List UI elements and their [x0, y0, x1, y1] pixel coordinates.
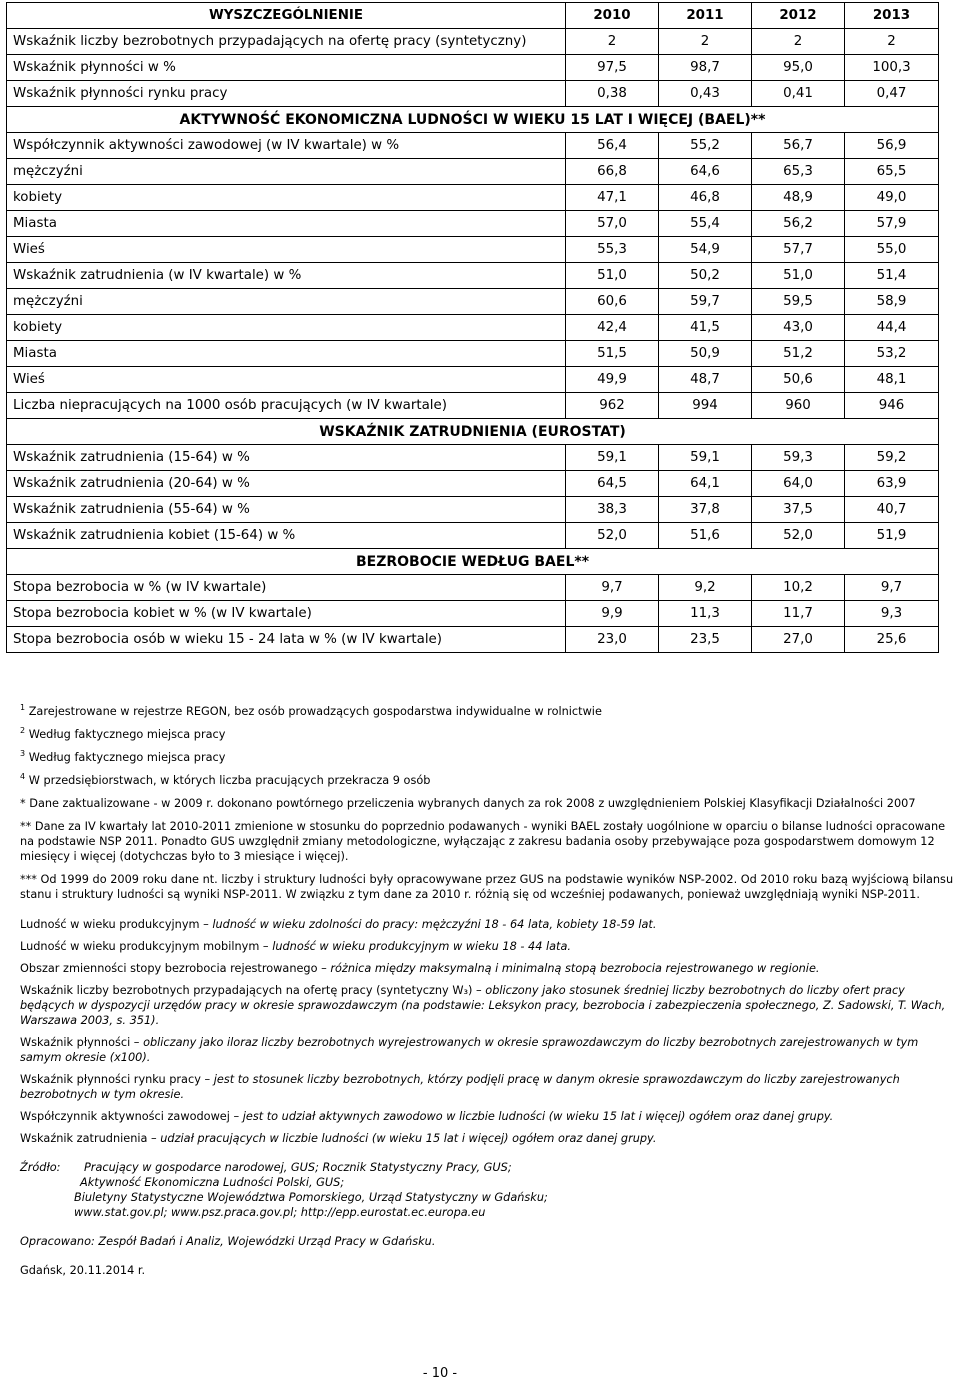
value-cell: 56,2	[752, 211, 845, 237]
definition-dash: –	[130, 1036, 144, 1049]
definition-item	[20, 961, 955, 976]
table-row	[7, 237, 939, 263]
definition-term: Wskaźnik płynności rynku pracy	[20, 1073, 201, 1086]
value-cell: 50,9	[659, 341, 752, 367]
section-title: BEZROBOCIE WEDŁUG BAEL**	[7, 549, 939, 575]
row-label: Wskaźnik zatrudnienia (15-64) w %	[7, 445, 566, 471]
section-title: AKTYWNOŚĆ EKONOMICZNA LUDNOŚCI W WIEKU 15 LAT I WIĘCEJ (BAEL)**	[7, 107, 939, 133]
definition-item	[20, 983, 955, 1028]
definition-text: jest to udział aktywnych zawodowo w liczbie ludności (w wieku 15 lat i więcej) ogółem oraz danej grupy.	[242, 1110, 834, 1123]
definition-term: Wskaźnik zatrudnienia	[20, 1132, 148, 1145]
definition-text: ludność w wieku zdolności do pracy: mężczyźni 18 - 64 lata, kobiety 18-59 lat.	[212, 918, 657, 931]
value-cell: 65,3	[752, 159, 845, 185]
value-cell: 44,4	[845, 315, 939, 341]
value-cell: 58,9	[845, 289, 939, 315]
section-header-row	[7, 107, 939, 133]
value-cell: 38,3	[566, 497, 659, 523]
value-cell: 59,1	[659, 445, 752, 471]
value-cell: 25,6	[845, 627, 939, 653]
value-cell: 51,0	[566, 263, 659, 289]
footnote-4	[20, 773, 955, 788]
definition-term: Ludność w wieku produkcyjnym mobilnym	[20, 940, 260, 953]
value-cell: 2	[566, 29, 659, 55]
footnote-marker: 1	[20, 703, 26, 713]
table-row	[7, 133, 939, 159]
table-row	[7, 627, 939, 653]
value-cell: 51,4	[845, 263, 939, 289]
definition-dash: –	[200, 1073, 214, 1086]
value-cell: 11,7	[752, 601, 845, 627]
value-cell: 43,0	[752, 315, 845, 341]
table-row	[7, 315, 939, 341]
value-cell: 2	[845, 29, 939, 55]
value-cell: 47,1	[566, 185, 659, 211]
source-line: www.stat.gov.pl; www.psz.praca.gov.pl; http://epp.eurostat.ec.europa.eu	[74, 1206, 486, 1219]
table-row	[7, 81, 939, 107]
value-cell: 2	[752, 29, 845, 55]
value-cell: 49,0	[845, 185, 939, 211]
row-label: Stopa bezrobocia w % (w IV kwartale)	[7, 575, 566, 601]
row-label: Wskaźnik płynności w %	[7, 55, 566, 81]
table-row	[7, 601, 939, 627]
row-label: Wieś	[7, 237, 566, 263]
row-label: mężczyźni	[7, 289, 566, 315]
value-cell: 95,0	[752, 55, 845, 81]
footnote-text: W przedsiębiorstwach, w których liczba pracujących przekracza 9 osób	[28, 774, 431, 787]
value-cell: 59,7	[659, 289, 752, 315]
row-label: Liczba niepracujących na 1000 osób pracujących (w IV kwartale)	[7, 393, 566, 419]
definition-dash: –	[472, 984, 486, 997]
section-header-row	[7, 419, 939, 445]
row-label: Stopa bezrobocia kobiet w % (w IV kwartale)	[7, 601, 566, 627]
value-cell: 63,9	[845, 471, 939, 497]
footnote-2	[20, 727, 955, 742]
value-cell: 97,5	[566, 55, 659, 81]
definition-item	[20, 1131, 955, 1146]
definition-dash: –	[259, 940, 273, 953]
value-cell: 64,0	[752, 471, 845, 497]
table-row	[7, 211, 939, 237]
value-cell: 48,7	[659, 367, 752, 393]
row-label: kobiety	[7, 185, 566, 211]
source-label: Źródło:	[20, 1161, 61, 1174]
value-cell: 27,0	[752, 627, 845, 653]
value-cell: 55,0	[845, 237, 939, 263]
definition-text: ludność w wieku produkcyjnym w wieku 18 - 44 lata.	[272, 940, 571, 953]
footnote-star-2: ** Dane za IV kwartały lat 2010-2011 zmienione w stosunku do poprzednio podawanych - wyniki BAEL zostały uogólnione w oparciu o bilanse ludności opracowane na podstawie NSP 2011. Ponadto GUS uwzględnił zmiany metodologiczne, wyłączając z zakresu badania osoby przebywające poza gospodarstwem domowym 12 miesięcy i więcej (dotychczas było to 3 miesiące i więcej).	[20, 820, 946, 863]
value-cell: 64,1	[659, 471, 752, 497]
definition-dash: –	[317, 962, 331, 975]
value-cell: 50,2	[659, 263, 752, 289]
value-cell: 2	[659, 29, 752, 55]
value-cell: 59,1	[566, 445, 659, 471]
footnote-marker: 4	[20, 772, 26, 782]
row-label: Wskaźnik zatrudnienia (w IV kwartale) w %	[7, 263, 566, 289]
section-title: WSKAŹNIK ZATRUDNIENIA (EUROSTAT)	[7, 419, 939, 445]
source-block	[20, 1160, 548, 1220]
value-cell: 52,0	[566, 523, 659, 549]
value-cell: 42,4	[566, 315, 659, 341]
value-cell: 55,3	[566, 237, 659, 263]
table-row	[7, 159, 939, 185]
value-cell: 64,5	[566, 471, 659, 497]
table-row	[7, 341, 939, 367]
value-cell: 9,3	[845, 601, 939, 627]
footnote-text: Według faktycznego miejsca pracy	[28, 728, 226, 741]
source-line: Aktywność Ekonomiczna Ludności Polski, GUS;	[80, 1176, 345, 1189]
value-cell: 66,8	[566, 159, 659, 185]
value-cell: 9,7	[845, 575, 939, 601]
source-line: Biuletyny Statystyczne Województwa Pomorskiego, Urząd Statystyczny w Gdańsku;	[74, 1191, 548, 1204]
page-number: - 10 -	[422, 1366, 458, 1381]
place-date: Gdańsk, 20.11.2014 r.	[20, 1264, 146, 1277]
value-cell: 48,9	[752, 185, 845, 211]
row-label: Miasta	[7, 341, 566, 367]
value-cell: 960	[752, 393, 845, 419]
table-row	[7, 29, 939, 55]
value-cell: 9,2	[659, 575, 752, 601]
value-cell: 57,9	[845, 211, 939, 237]
value-cell: 56,7	[752, 133, 845, 159]
value-cell: 55,2	[659, 133, 752, 159]
definition-term: Wskaźnik liczby bezrobotnych przypadających na ofertę pracy (syntetyczny W₃)	[20, 984, 473, 997]
table-row	[7, 471, 939, 497]
table-row	[7, 367, 939, 393]
value-cell: 0,41	[752, 81, 845, 107]
value-cell: 55,4	[659, 211, 752, 237]
value-cell: 9,7	[566, 575, 659, 601]
table-row	[7, 445, 939, 471]
definition-term: Ludność w wieku produkcyjnym	[20, 918, 200, 931]
header-cell: WYSZCZEGÓLNIENIE	[7, 3, 566, 29]
footnote-star-1: * Dane zaktualizowane - w 2009 r. dokonano powtórnego przeliczenia wybranych danych za rok 2008 z uwzględnieniem Polskiej Klasyfikacji Działalności 2007	[20, 797, 916, 810]
value-cell: 51,0	[752, 263, 845, 289]
definition-text: różnica między maksymalną i minimalną stopą bezrobocia rejestrowanego w regionie.	[330, 962, 820, 975]
source-line: Pracujący w gospodarce narodowej, GUS; Rocznik Statystyczny Pracy, GUS;	[84, 1161, 512, 1174]
footnote-3	[20, 750, 955, 765]
value-cell: 54,9	[659, 237, 752, 263]
value-cell: 57,7	[752, 237, 845, 263]
value-cell: 53,2	[845, 341, 939, 367]
value-cell: 23,0	[566, 627, 659, 653]
value-cell: 46,8	[659, 185, 752, 211]
table-row	[7, 263, 939, 289]
notes-section	[20, 704, 955, 1278]
value-cell: 59,5	[752, 289, 845, 315]
value-cell: 9,9	[566, 601, 659, 627]
value-cell: 40,7	[845, 497, 939, 523]
value-cell: 37,5	[752, 497, 845, 523]
value-cell: 60,6	[566, 289, 659, 315]
definition-text: udział pracujących w liczbie ludności (w wieku 15 lat i więcej) ogółem oraz danej grupy.	[160, 1132, 657, 1145]
definition-item	[20, 917, 955, 932]
value-cell: 0,38	[566, 81, 659, 107]
definitions-list	[20, 917, 955, 1146]
row-label: Wskaźnik zatrudnienia (55-64) w %	[7, 497, 566, 523]
value-cell: 65,5	[845, 159, 939, 185]
footnote-1	[20, 704, 955, 719]
footnote-marker: 2	[20, 726, 26, 736]
footnote-text: Według faktycznego miejsca pracy	[28, 751, 226, 764]
table-header-row	[7, 3, 939, 29]
value-cell: 98,7	[659, 55, 752, 81]
statistics-table	[6, 2, 939, 653]
value-cell: 50,6	[752, 367, 845, 393]
definition-item	[20, 939, 955, 954]
table-row	[7, 523, 939, 549]
row-label: Wieś	[7, 367, 566, 393]
definition-term: Obszar zmienności stopy bezrobocia rejestrowanego	[20, 962, 318, 975]
value-cell: 52,0	[752, 523, 845, 549]
value-cell: 10,2	[752, 575, 845, 601]
definition-dash: –	[199, 918, 213, 931]
row-label: Wskaźnik płynności rynku pracy	[7, 81, 566, 107]
prepared-by: Opracowano: Zespół Badań i Analiz, Wojewódzki Urząd Pracy w Gdańsku.	[20, 1235, 436, 1248]
value-cell: 49,9	[566, 367, 659, 393]
value-cell: 23,5	[659, 627, 752, 653]
footnote-marker: 3	[20, 749, 26, 759]
value-cell: 100,3	[845, 55, 939, 81]
header-cell: 2012	[752, 3, 845, 29]
value-cell: 59,3	[752, 445, 845, 471]
section-header-row	[7, 549, 939, 575]
definition-item	[20, 1035, 955, 1065]
definition-term: Wskaźnik płynności	[20, 1036, 131, 1049]
table-row	[7, 185, 939, 211]
row-label: Wskaźnik liczby bezrobotnych przypadających na ofertę pracy (syntetyczny)	[7, 29, 566, 55]
row-label: Stopa bezrobocia osób w wieku 15 - 24 lata w % (w IV kwartale)	[7, 627, 566, 653]
definition-text: obliczony jako stosunek średniej liczby bezrobotnych do liczby ofert pracy będących w dyspozycji urzędów pracy w okresie sprawozdawczym (na podstawie: Leksykon pracy, bezrobocia i zabezpieczenia społecznego, Z. Sadowski, T. Wach, Warszawa 2003, s. 351).	[20, 984, 946, 1027]
value-cell: 994	[659, 393, 752, 419]
value-cell: 0,43	[659, 81, 752, 107]
definition-dash: –	[229, 1110, 243, 1123]
row-label: kobiety	[7, 315, 566, 341]
row-label: mężczyźni	[7, 159, 566, 185]
value-cell: 64,6	[659, 159, 752, 185]
value-cell: 51,6	[659, 523, 752, 549]
row-label: Współczynnik aktywności zawodowej (w IV kwartale) w %	[7, 133, 566, 159]
value-cell: 962	[566, 393, 659, 419]
value-cell: 946	[845, 393, 939, 419]
row-label: Wskaźnik zatrudnienia (20-64) w %	[7, 471, 566, 497]
row-label: Wskaźnik zatrudnienia kobiet (15-64) w %	[7, 523, 566, 549]
footnote-text: Zarejestrowane w rejestrze REGON, bez osób prowadzących gospodarstwa indywidualne w rolnictwie	[28, 705, 602, 718]
value-cell: 59,2	[845, 445, 939, 471]
table-row	[7, 393, 939, 419]
value-cell: 51,2	[752, 341, 845, 367]
definition-item	[20, 1072, 955, 1102]
table-row	[7, 575, 939, 601]
table-row	[7, 289, 939, 315]
value-cell: 51,5	[566, 341, 659, 367]
definition-item	[20, 1109, 955, 1124]
value-cell: 0,47	[845, 81, 939, 107]
definition-text: obliczany jako iloraz liczby bezrobotnych wyrejestrowanych w okresie sprawozdawczym do liczby bezrobotnych zarejestrowanych w tym samym okresie (x100).	[20, 1036, 919, 1064]
header-cell: 2011	[659, 3, 752, 29]
footnote-star-3: *** Od 1999 do 2009 roku dane nt. liczby i struktury ludności były opracowywane przez GUS na podstawie wyników NSP-2002. Od 2010 roku bazą wyjściową bilansu stanu i struktury ludności są wyniki NSP-2011. W związku z tym dane za 2010 r. różnią się od wcześniej podawanych, ponieważ uwzględniają wyniki NSP-2011.	[20, 873, 954, 901]
header-cell: 2010	[566, 3, 659, 29]
value-cell: 56,4	[566, 133, 659, 159]
value-cell: 48,1	[845, 367, 939, 393]
header-cell: 2013	[845, 3, 939, 29]
definition-text: jest to stosunek liczby bezrobotnych, którzy podjęli pracę w danym okresie sprawozdawczym do liczby zarejestrowanych bezrobotnych w tym okresie.	[20, 1073, 900, 1101]
value-cell: 51,9	[845, 523, 939, 549]
value-cell: 37,8	[659, 497, 752, 523]
value-cell: 41,5	[659, 315, 752, 341]
definition-term: Współczynnik aktywności zawodowej	[20, 1110, 230, 1123]
row-label: Miasta	[7, 211, 566, 237]
value-cell: 11,3	[659, 601, 752, 627]
table-row	[7, 497, 939, 523]
table-row	[7, 55, 939, 81]
value-cell: 56,9	[845, 133, 939, 159]
definition-dash: –	[147, 1132, 161, 1145]
value-cell: 57,0	[566, 211, 659, 237]
